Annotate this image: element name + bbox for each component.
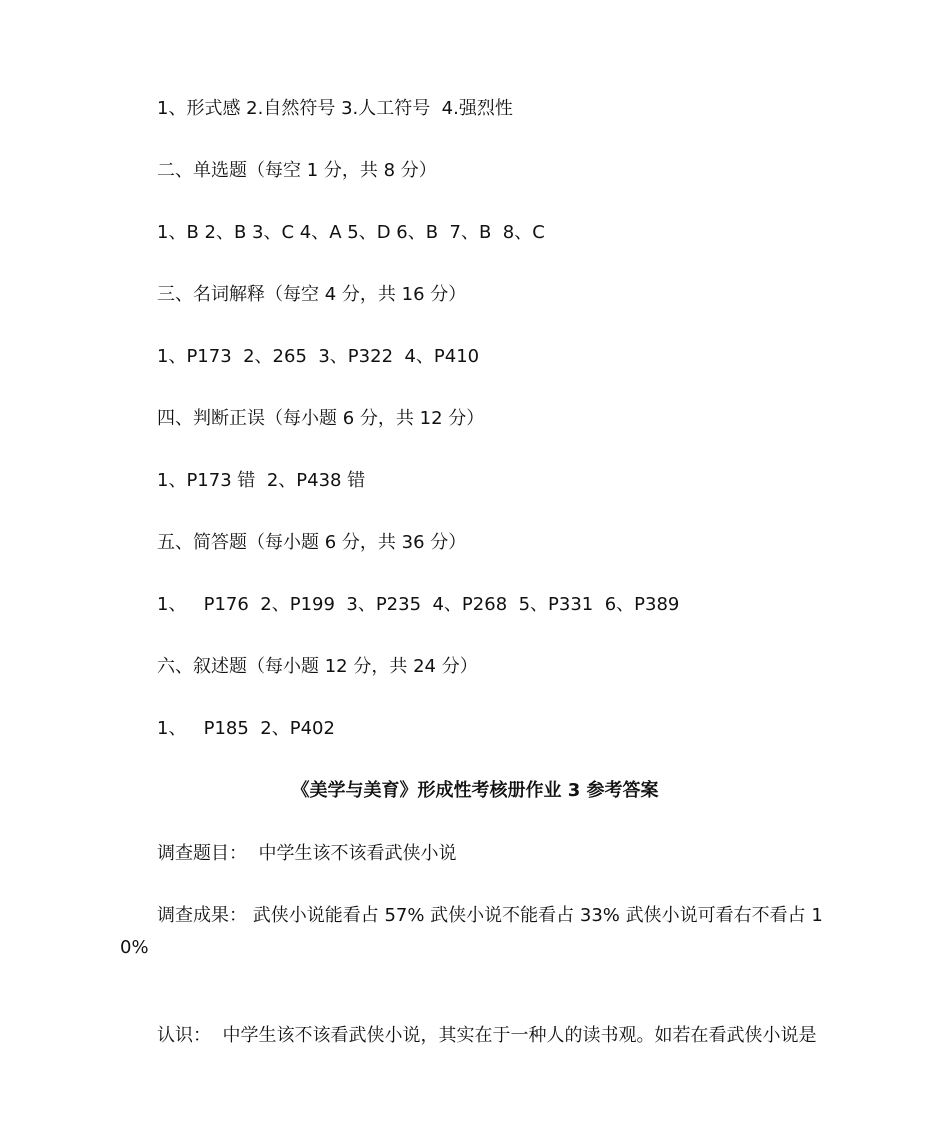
understanding-paragraph: 认识： 中学生该不该看武侠小说，其实在于一种人的读书观。如若在看武侠小说是 xyxy=(157,1025,817,1046)
section-heading-narrative: 六、叙述题（每小题 12 分，共 24 分） xyxy=(157,656,478,677)
assignment-title: 《美学与美育》形成性考核册作业 3 参考答案 xyxy=(291,780,659,801)
section-heading-short-answer: 五、简答题（每小题 6 分，共 36 分） xyxy=(157,532,467,553)
section-heading-term-explanation: 三、名词解释（每空 4 分，共 16 分） xyxy=(157,284,467,305)
answer-line-short-answer: 1、 P176 2、P199 3、P235 4、P268 5、P331 6、P389 xyxy=(157,594,680,615)
section-heading-single-choice: 二、单选题（每空 1 分，共 8 分） xyxy=(157,160,437,181)
survey-result-paragraph: 调查成果： 武侠小说能看占 57% 武侠小说不能看占 33% 武侠小说可看右不看占 10% xyxy=(120,905,823,958)
section-heading-true-false: 四、判断正误（每小题 6 分，共 12 分） xyxy=(157,408,485,429)
answer-line-fill-blank: 1、形式感 2.自然符号 3.人工符号 4.强烈性 xyxy=(157,98,513,119)
survey-topic: 调查题目： 中学生该不该看武侠小说 xyxy=(157,843,457,864)
answer-line-narrative: 1、 P185 2、P402 xyxy=(157,718,335,739)
answer-line-term-explanation: 1、P173 2、265 3、P322 4、P410 xyxy=(157,346,480,367)
answer-line-single-choice: 1、B 2、B 3、C 4、A 5、D 6、B 7、B 8、C xyxy=(157,222,545,243)
answer-line-true-false: 1、P173 错 2、P438 错 xyxy=(157,470,366,491)
